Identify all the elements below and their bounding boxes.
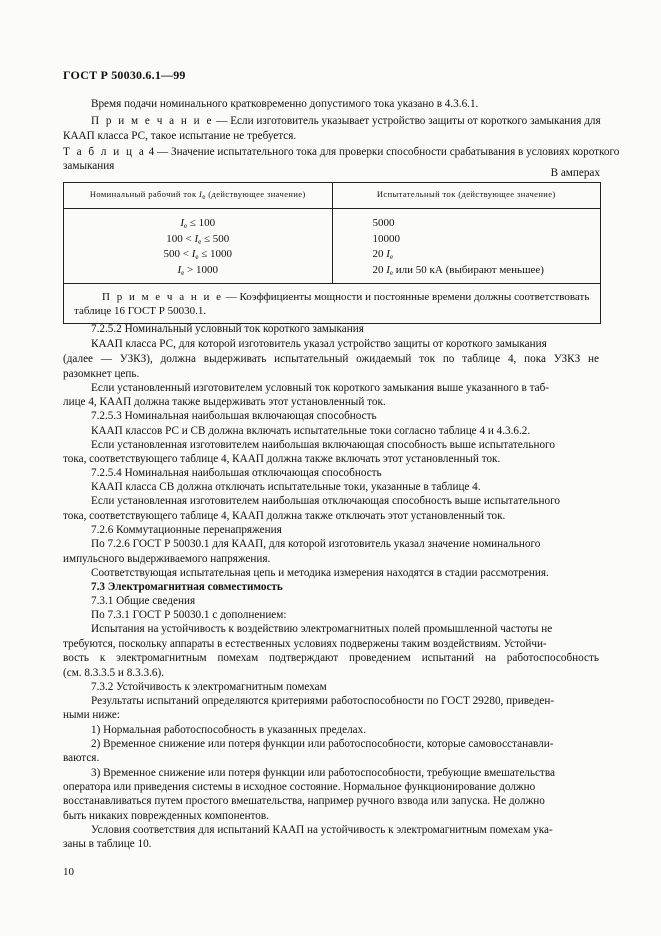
table-caption-label: Т а б л и ц а [63, 146, 146, 158]
table-body-row [64, 209, 601, 284]
list-item: 3) Временное снижение или потеря функции или работоспособности, требующие вмешательства [91, 767, 555, 779]
body-line: Если установленная изготовителем наибольшая отключающая способность выше испытательного [91, 495, 560, 507]
body-line: По 7.2.6 ГОСТ Р 50030.1 для КААП, для которой изготовитель указал значение номинального [91, 538, 541, 550]
body-line: КААП класса РС, для которой изготовитель указал устройство защиты от короткого замыкания [91, 338, 547, 350]
body-line: вость к электромагнитным помехам подтверждают проведением испытаний на работоспособность [63, 652, 599, 664]
page-number: 10 [63, 866, 74, 878]
body-line: КААП классов РС и СВ должна включать испытательные токи согласно таблице 4 и 4.3.6.2. [91, 425, 531, 437]
body-line: восстанавливаться путем простого вмешательства, например ручного взвода или запуска. Не должно [63, 795, 545, 807]
table-note-row [64, 284, 601, 324]
table-cell [332, 209, 601, 284]
body-line: тока, соответствующего таблице 4, КААП должна также отключать этот установленный ток. [63, 510, 506, 522]
table-cell [64, 209, 333, 284]
section-heading: 7.2.5.2 Номинальный условный ток короткого замыкания [91, 323, 364, 335]
cell-line: 20 $I_e$ или 50 кА (выбирают меньшее) [372, 263, 544, 277]
list-item: 2) Временное снижение или потеря функции или работоспособности, которые самовосстанавли- [91, 738, 554, 750]
body-line: Условия соответствия для испытаний КААП на устойчивость к электромагнитным помехам ука- [91, 824, 553, 836]
body-line: лице 4, КААП должна также выдерживать этот установленный ток. [63, 396, 386, 408]
cell-line: $I_e \le 100$ [180, 217, 216, 230]
table-header-row [64, 183, 601, 209]
list-item: 1) Нормальная работоспособность в указанных пределах. [91, 724, 367, 736]
body-line: тока, соответствующего таблице 4, КААП должна также включать этот установленный ток. [63, 453, 501, 465]
cell-line: $500 < I_e \le 1000$ [163, 248, 233, 261]
body-line: оператора или приведения системы в исходное состояние. Нормальное функционирование должно [63, 781, 536, 793]
cell-line: 10000 [372, 232, 400, 245]
body-line: Если установленная изготовителем наибольшая включающая способность выше испытательного [91, 439, 555, 451]
body-line: Соответствующая испытательная цепь и методика измерения находятся в стадии рассмотрения. [91, 567, 549, 579]
section-heading: 7.2.6 Коммутационные перенапряжения [91, 524, 282, 536]
table-note: П р и м е ч а н и е — Коэффициенты мощности и постоянные времени должны соответствовать таблице 16 ГОСТ Р 50030.1. [64, 284, 601, 324]
body-line: Результаты испытаний определяются критериями работоспособности по ГОСТ 29280, приведен- [91, 695, 555, 707]
section-heading: 7.3 Электромагнитная совместимость [91, 581, 283, 593]
cell-line: 20 $I_e$ [372, 248, 394, 261]
section-heading: 7.3.1 Общие сведения [91, 595, 196, 607]
body-line: Испытания на устойчивость к воздействию электромагнитных полей промышленной частоты не [91, 623, 553, 635]
table-caption-text: 4 — Значение испытательного тока для проверки способности срабатывания в условиях короткого [145, 146, 620, 158]
note-text: — Если изготовитель указывает устройство защиты от короткого замыкания для [213, 115, 601, 127]
body-line: КААП класса СВ должна отключать испытательные токи, указанные в таблице 4. [91, 481, 481, 493]
body-line: ными ниже: [63, 709, 120, 721]
table-caption-line: замыкания [63, 160, 115, 172]
column-header: Номинальный рабочий ток $I_e$ (действующее значение) [64, 183, 333, 209]
body-line: ваются. [63, 752, 100, 764]
section-heading: 7.2.5.4 Номинальная наибольшая отключающая способность [91, 467, 382, 479]
column-header: Испытательный ток (действующее значение) [332, 183, 601, 209]
table-note-label: П р и м е ч а н и е [102, 291, 223, 303]
body-line: требуются, поскольку аппараты в естественных условиях подвержены таким воздействиям. Устойчи- [63, 638, 547, 650]
section-heading: 7.2.5.3 Номинальная наибольшая включающая способность [91, 410, 377, 422]
test-current-table [63, 182, 601, 324]
table-caption [63, 145, 619, 160]
body-line: Если установленный изготовителем условный ток короткого замыкания выше указанного в таб- [91, 382, 549, 394]
cell-line: $I_e > 1000$ [177, 263, 218, 277]
body-line: импульсного выдерживаемого напряжения. [63, 553, 271, 565]
body-line: разомкнет цепь. [63, 368, 140, 380]
body-line: (далее — УЗКЗ), должна выдерживать испытательный ожидаемый ток по таблице 4, пока УЗКЗ не [63, 353, 599, 365]
cell-line: $100 < I_e \le 500$ [166, 232, 230, 246]
note-label: П р и м е ч а н и е [91, 115, 214, 127]
body-line: По 7.3.1 ГОСТ Р 50030.1 с дополнением: [91, 609, 287, 621]
note-line [91, 114, 601, 129]
body-line: быть никаких поврежденных компонентов. [63, 810, 269, 822]
intro-paragraph: Время подачи номинального кратковременно допустимого тока указано в 4.3.6.1. [91, 98, 479, 110]
document-header: ГОСТ Р 50030.6.1—99 [63, 68, 186, 82]
cell-line: 5000 [372, 217, 395, 229]
body-line: заны в таблице 10. [63, 838, 152, 850]
body-line: (см. 8.3.3.5 и 8.3.3.6). [63, 667, 164, 679]
note-line: КААП класса РС, такое испытание не требуется. [63, 130, 297, 142]
units-label: В амперах [550, 167, 600, 179]
section-heading: 7.3.2 Устойчивость к электромагнитным помехам [91, 681, 327, 693]
